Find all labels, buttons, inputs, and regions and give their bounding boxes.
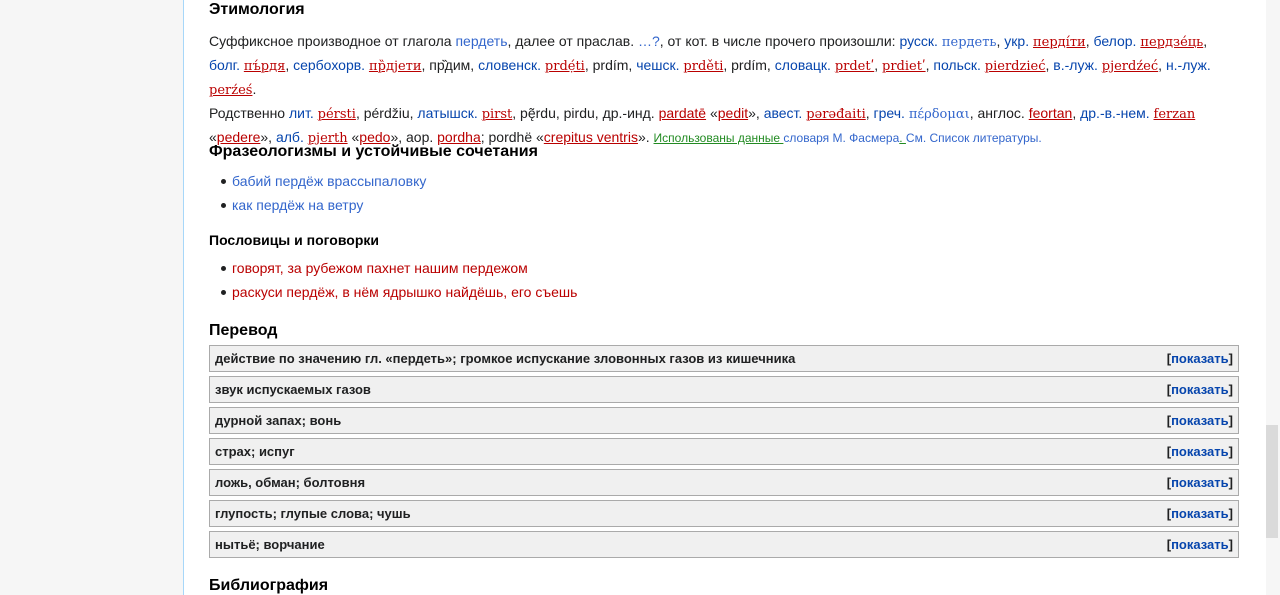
show-button[interactable]: показать <box>1171 506 1229 521</box>
etymology-link[interactable]: prděti <box>683 59 724 74</box>
etymology-text-run: , <box>1045 57 1054 73</box>
proverbs-heading: Пословицы и поговорки <box>209 232 379 248</box>
translation-gloss: глупость; глупые слова; чушь <box>215 506 411 521</box>
translation-row <box>209 376 1239 403</box>
etymology-link[interactable]: pirst <box>481 107 513 122</box>
source-note: Использованы данные <box>653 131 784 145</box>
list-item <box>209 169 426 193</box>
proverb-link[interactable]: говорят, за рубежом пахнет нашим пердежом <box>232 260 528 276</box>
etymology-text-run: , <box>874 57 883 73</box>
translation-row <box>209 438 1239 465</box>
etymology-text-run: , <box>865 105 874 121</box>
etymology-link[interactable]: prdetʹ <box>834 59 875 74</box>
proverb-link[interactable]: раскуси пердёж, в нём ядрышко найдёшь, его съешь <box>232 284 578 300</box>
etymology-link[interactable]: pierdzieć <box>984 59 1046 74</box>
etymology-text-run: ». <box>637 129 654 145</box>
etymology-link[interactable]: πέρδομαι <box>908 107 970 122</box>
show-button[interactable]: показать <box>1171 413 1229 428</box>
etymology-text-run: , prdím, <box>723 57 775 73</box>
etymology-link[interactable]: чешск. <box>636 57 680 73</box>
etymology-text-run: « <box>347 129 360 145</box>
etymology-link[interactable]: русск. <box>899 33 938 49</box>
list-item <box>209 280 577 304</box>
etymology-text-run: , pérdžiu, <box>355 105 418 121</box>
show-toggle: [показать] <box>1166 413 1233 428</box>
translation-gloss: ложь, обман; болтовня <box>215 475 366 490</box>
translation-gloss: звук испускаемых газов <box>215 382 371 397</box>
translation-gloss: действие по значению гл. «пердеть»; громкое испускание зловонных газов из кишечника <box>215 351 796 366</box>
show-toggle: [показать] <box>1166 537 1233 552</box>
etymology-link[interactable]: prdẹ́ti <box>544 59 585 74</box>
etymology-heading: Этимология <box>209 1 305 18</box>
list-item <box>209 256 577 280</box>
etymology-link[interactable]: пердзе́ць <box>1140 35 1204 50</box>
source-link[interactable]: См. Список литературы. <box>905 131 1042 145</box>
etymology-text-run: , pę̃rdu, pirdu, <box>512 105 603 121</box>
main-content <box>183 0 1266 595</box>
etymology-link[interactable]: н.-луж. <box>1165 57 1211 73</box>
translation-gloss: дурной запах; вонь <box>215 413 342 428</box>
phraseology-link[interactable]: бабий пердёж врассыпаловку <box>232 173 427 189</box>
etymology-link[interactable]: pordha <box>437 129 481 145</box>
etymology-text-run: », <box>748 105 764 121</box>
etymology-link[interactable]: пъ́рдя <box>243 59 286 74</box>
etymology-text-run: , от кот. в числе прочего произошли: <box>659 33 900 49</box>
etymology-link[interactable]: греч. <box>873 105 905 121</box>
etymology-link[interactable]: prdietʹ <box>882 59 926 74</box>
translation-row <box>209 407 1239 434</box>
etymology-text-run: , <box>925 57 934 73</box>
show-toggle: [показать] <box>1166 444 1233 459</box>
etymology-text-run: др.-инд. <box>602 105 655 121</box>
etymology-link[interactable]: ferzan <box>1153 107 1196 122</box>
etymology-link[interactable]: pedo <box>359 129 391 145</box>
proverbs-list <box>209 256 577 304</box>
etymology-link[interactable]: …? <box>637 33 660 49</box>
etymology-text-run: , prdím, <box>584 57 637 73</box>
etymology-link[interactable]: pérsti <box>317 107 356 122</box>
show-button[interactable]: показать <box>1171 382 1229 397</box>
etymology-text-run: , <box>996 33 1005 49</box>
etymology-link[interactable]: алб. <box>275 129 304 145</box>
etymology-link[interactable]: в.-луж. <box>1053 57 1098 73</box>
etymology-link[interactable]: пр̏дjети <box>368 59 422 74</box>
etymology-text-run: « <box>209 129 217 145</box>
source-link[interactable]: словаря М. Фасмера <box>783 131 900 145</box>
etymology-link[interactable]: pedere <box>216 129 261 145</box>
etymology-text-run: , <box>1158 57 1166 73</box>
etymology-link[interactable]: латышск. <box>417 105 478 121</box>
etymology-link[interactable]: укр. <box>1004 33 1030 49</box>
etymology-link[interactable]: польск. <box>933 57 981 73</box>
translation-gloss: страх; испуг <box>215 444 295 459</box>
etymology-link[interactable]: словацк. <box>774 57 831 73</box>
etymology-text-run: . <box>252 81 257 97</box>
etymology-link[interactable]: словенск. <box>478 57 542 73</box>
etymology-link[interactable]: pjerdźeć <box>1101 59 1159 74</box>
translation-row <box>209 345 1239 372</box>
etymology-text-run: », <box>260 129 276 145</box>
bibliography-heading: Библиография <box>209 577 329 594</box>
translation-gloss: нытьё; ворчание <box>215 537 325 552</box>
translation-heading: Перевод <box>209 322 278 339</box>
translation-row <box>209 500 1239 527</box>
show-button[interactable]: показать <box>1171 537 1229 552</box>
translation-row <box>209 531 1239 558</box>
etymology-line-2 <box>209 54 1249 102</box>
etymology-line-1 <box>209 30 1249 54</box>
etymology-text-run: ; pordhë « <box>480 129 544 145</box>
scrollbar-thumb[interactable] <box>1266 425 1278 538</box>
phraseology-list <box>209 169 426 217</box>
etymology-link[interactable]: pеrźeś <box>209 83 253 98</box>
show-toggle: [показать] <box>1166 351 1233 366</box>
phraseology-heading: Фразеологизмы и устойчивые сочетания <box>209 143 538 160</box>
etymology-link[interactable]: pardatē <box>658 105 707 121</box>
etymology-text-run: Родственно <box>209 105 289 121</box>
etymology-link[interactable]: feortan <box>1028 105 1073 121</box>
etymology-text-run: Суффиксное производное от глагола <box>209 33 456 49</box>
show-button[interactable]: показать <box>1171 475 1229 490</box>
etymology-link[interactable]: авест. <box>763 105 803 121</box>
list-item <box>209 193 426 217</box>
etymology-text-run: , англос. <box>969 105 1029 121</box>
etymology-link[interactable]: др.-в.-нем. <box>1080 105 1150 121</box>
etymology-text-run: , далее от праслав. <box>507 33 638 49</box>
etymology-link[interactable]: crepitus ventris <box>543 129 638 145</box>
etymology-link[interactable]: пердеть <box>455 33 508 49</box>
etymology-text-run: », аор. <box>390 129 438 145</box>
phraseology-link[interactable]: как пердёж на ветру <box>232 197 364 213</box>
etymology-link[interactable]: болг. <box>209 57 240 73</box>
etymology-text-run: , <box>1085 33 1094 49</box>
etymology-link[interactable]: pərəđaiti <box>806 107 866 122</box>
etymology-link[interactable]: пердеть <box>941 35 997 50</box>
show-toggle: [показать] <box>1166 475 1233 490</box>
show-toggle: [показать] <box>1166 506 1233 521</box>
etymology-link[interactable]: лит. <box>289 105 314 121</box>
source-note: . <box>899 131 906 145</box>
etymology-link[interactable]: pedit <box>717 105 749 121</box>
show-button[interactable]: показать <box>1171 444 1229 459</box>
etymology-text-run: , <box>285 57 294 73</box>
show-button[interactable]: показать <box>1171 351 1229 366</box>
etymology-text-run: , <box>1203 33 1208 49</box>
translation-row <box>209 469 1239 496</box>
etymology-link[interactable]: перді́ти <box>1032 35 1086 50</box>
etymology-link[interactable]: белор. <box>1093 33 1137 49</box>
etymology-text-run: , пр̏дим, <box>421 57 479 73</box>
etymology-link[interactable]: сербохорв. <box>293 57 366 73</box>
show-toggle: [показать] <box>1166 382 1233 397</box>
etymology-text-run: , <box>1072 105 1081 121</box>
etymology-link[interactable]: pjerth <box>307 131 348 146</box>
etymology-text-run: « <box>706 105 718 121</box>
etymology-text <box>209 30 1249 150</box>
etymology-line-3 <box>209 102 1249 126</box>
